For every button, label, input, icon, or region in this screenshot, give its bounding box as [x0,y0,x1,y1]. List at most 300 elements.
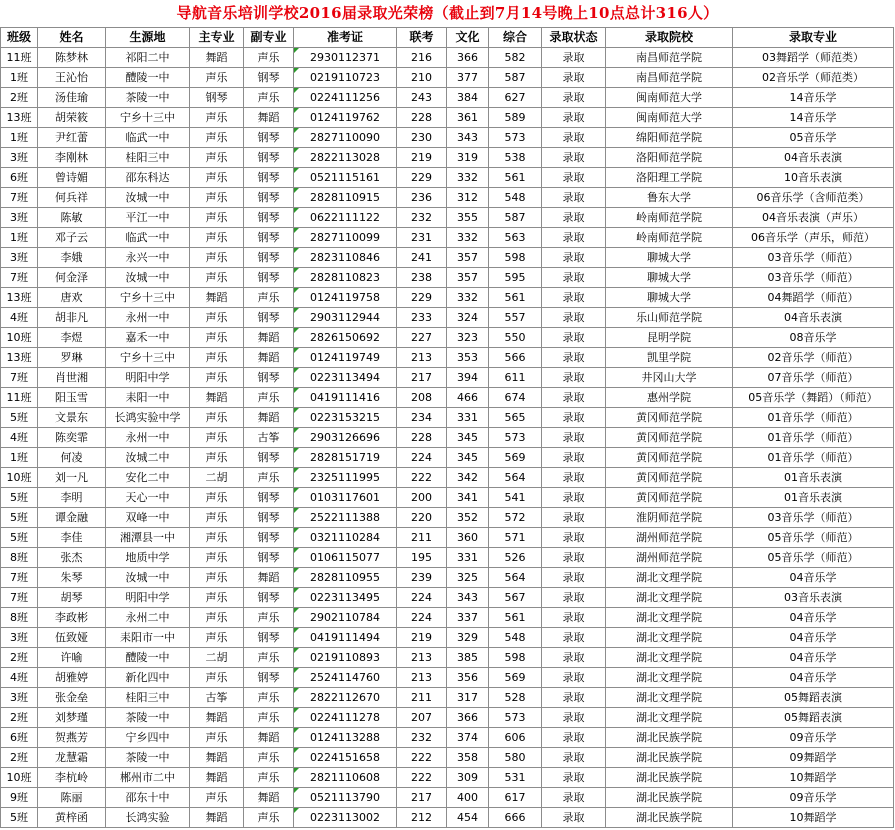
cell-minor: 舞蹈 [244,328,294,348]
cell-status: 录取 [542,508,606,528]
cell-exam-id: 2823110846 [294,248,397,268]
cell-exam-id: 2522111388 [294,508,397,528]
cell-exam-id: 0419111416 [294,388,397,408]
cell-origin: 耒阳一中 [106,388,190,408]
cell-major: 声乐 [190,548,244,568]
cell-class: 3班 [1,628,38,648]
cell-culture-score: 358 [447,748,489,768]
cell-program: 04音乐表演（声乐） [733,208,894,228]
cell-minor: 钢琴 [244,208,294,228]
cell-minor: 钢琴 [244,148,294,168]
cell-culture-score: 374 [447,728,489,748]
cell-minor: 钢琴 [244,668,294,688]
cell-class: 2班 [1,648,38,668]
cell-exam-id: 2822113028 [294,148,397,168]
cell-exam-id: 2828110823 [294,268,397,288]
cell-origin: 双峰一中 [106,508,190,528]
cell-program: 03音乐表演 [733,588,894,608]
cell-culture-score: 466 [447,388,489,408]
cell-status: 录取 [542,408,606,428]
cell-culture-score: 360 [447,528,489,548]
cell-class: 5班 [1,408,38,428]
cell-total-score: 550 [489,328,542,348]
table-row [1,508,894,528]
cell-exam-id: 2325111995 [294,468,397,488]
table-row [1,308,894,328]
cell-total-score: 627 [489,88,542,108]
cell-culture-score: 366 [447,708,489,728]
cell-status: 录取 [542,688,606,708]
page-title: 导航音乐培训学校2016届录取光荣榜（截止到7月14号晚上10点总计316人） [176,4,719,22]
cell-exam-id: 2902110784 [294,608,397,628]
cell-minor: 声乐 [244,608,294,628]
cell-program: 04音乐表演 [733,148,894,168]
cell-joint-score: 224 [397,448,447,468]
cell-major: 声乐 [190,108,244,128]
cell-school: 湖北文理学院 [606,688,733,708]
cell-origin: 茶陵一中 [106,748,190,768]
cell-total-score: 595 [489,268,542,288]
table-row [1,688,894,708]
cell-origin: 宁乡十三中 [106,288,190,308]
cell-program: 01音乐学（师范） [733,428,894,448]
cell-joint-score: 230 [397,128,447,148]
cell-class: 7班 [1,568,38,588]
cell-minor: 声乐 [244,48,294,68]
cell-school: 湖州师范学院 [606,548,733,568]
cell-joint-score: 233 [397,308,447,328]
cell-major: 舞蹈 [190,708,244,728]
cell-exam-id: 0103117601 [294,488,397,508]
cell-joint-score: 236 [397,188,447,208]
cell-school: 昆明学院 [606,328,733,348]
cell-school: 湖北民族学院 [606,808,733,828]
cell-program: 10舞蹈学 [733,768,894,788]
cell-minor: 钢琴 [244,528,294,548]
cell-origin: 醴陵一中 [106,648,190,668]
cell-major: 声乐 [190,268,244,288]
cell-culture-score: 353 [447,348,489,368]
cell-origin: 宁乡十三中 [106,108,190,128]
cell-total-score: 548 [489,188,542,208]
cell-culture-score: 352 [447,508,489,528]
cell-class: 3班 [1,208,38,228]
cell-major: 舞蹈 [190,748,244,768]
cell-exam-id: 0223113494 [294,368,397,388]
cell-name: 陈奕霏 [38,428,106,448]
cell-exam-id: 0521113790 [294,788,397,808]
cell-class: 7班 [1,268,38,288]
cell-class: 1班 [1,448,38,468]
cell-school: 洛阳理工学院 [606,168,733,188]
cell-origin: 永州二中 [106,608,190,628]
cell-program: 04音乐学 [733,628,894,648]
cell-name: 李佳 [38,528,106,548]
cell-class: 10班 [1,328,38,348]
cell-total-score: 582 [489,48,542,68]
cell-name: 李明 [38,488,106,508]
table-row [1,288,894,308]
column-header-origin: 生源地 [106,28,190,48]
cell-name: 胡琴 [38,588,106,608]
cell-major: 声乐 [190,728,244,748]
table-row [1,568,894,588]
cell-exam-id: 0224151658 [294,748,397,768]
cell-origin: 临武一中 [106,128,190,148]
table-row [1,528,894,548]
cell-status: 录取 [542,588,606,608]
cell-status: 录取 [542,768,606,788]
cell-name: 陈敏 [38,208,106,228]
cell-school: 黄冈师范学院 [606,408,733,428]
cell-class: 5班 [1,808,38,828]
cell-major: 声乐 [190,188,244,208]
cell-class: 4班 [1,308,38,328]
cell-status: 录取 [542,328,606,348]
cell-name: 黄梓函 [38,808,106,828]
cell-origin: 茶陵一中 [106,708,190,728]
cell-total-score: 573 [489,428,542,448]
table-row [1,728,894,748]
cell-class: 5班 [1,508,38,528]
cell-status: 录取 [542,808,606,828]
cell-culture-score: 343 [447,588,489,608]
cell-name: 李娥 [38,248,106,268]
cell-joint-score: 219 [397,148,447,168]
column-header-minor: 副专业 [244,28,294,48]
cell-joint-score: 243 [397,88,447,108]
cell-origin: 汝城二中 [106,448,190,468]
cell-program: 01音乐表演 [733,488,894,508]
cell-origin: 郴州市二中 [106,768,190,788]
cell-origin: 明阳中学 [106,588,190,608]
cell-culture-score: 312 [447,188,489,208]
cell-name: 胡非凡 [38,308,106,328]
table-row [1,488,894,508]
cell-exam-id: 2903126696 [294,428,397,448]
cell-joint-score: 224 [397,588,447,608]
cell-culture-score: 341 [447,488,489,508]
cell-origin: 地质中学 [106,548,190,568]
cell-name: 唐欢 [38,288,106,308]
cell-name: 汤佳瑜 [38,88,106,108]
cell-program: 04音乐学 [733,668,894,688]
cell-school: 惠州学院 [606,388,733,408]
cell-origin: 桂阳三中 [106,148,190,168]
cell-total-score: 674 [489,388,542,408]
cell-minor: 钢琴 [244,368,294,388]
cell-origin: 明阳中学 [106,368,190,388]
cell-origin: 汝城一中 [106,268,190,288]
cell-class: 3班 [1,248,38,268]
cell-class: 13班 [1,288,38,308]
cell-name: 肖世湘 [38,368,106,388]
cell-culture-score: 331 [447,548,489,568]
cell-major: 二胡 [190,648,244,668]
cell-status: 录取 [542,628,606,648]
cell-name: 何金泽 [38,268,106,288]
cell-program: 02音乐学（师范） [733,348,894,368]
table-row [1,448,894,468]
cell-status: 录取 [542,88,606,108]
cell-total-score: 563 [489,228,542,248]
cell-exam-id: 0106115077 [294,548,397,568]
cell-minor: 声乐 [244,748,294,768]
column-header-culture-score: 文化 [447,28,489,48]
cell-total-score: 587 [489,68,542,88]
cell-major: 声乐 [190,208,244,228]
cell-culture-score: 385 [447,648,489,668]
cell-name: 尹红蕾 [38,128,106,148]
cell-school: 湖北文理学院 [606,708,733,728]
cell-joint-score: 208 [397,388,447,408]
cell-major: 声乐 [190,68,244,88]
cell-program: 01音乐学（师范） [733,448,894,468]
cell-culture-score: 325 [447,568,489,588]
cell-culture-score: 394 [447,368,489,388]
cell-culture-score: 384 [447,88,489,108]
cell-major: 舞蹈 [190,808,244,828]
cell-status: 录取 [542,128,606,148]
column-header-name: 姓名 [38,28,106,48]
cell-exam-id: 2930112371 [294,48,397,68]
cell-class: 5班 [1,528,38,548]
cell-school: 聊城大学 [606,268,733,288]
cell-class: 11班 [1,48,38,68]
cell-school: 湖州师范学院 [606,528,733,548]
cell-joint-score: 213 [397,668,447,688]
cell-origin: 邵东十中 [106,788,190,808]
table-row [1,108,894,128]
cell-status: 录取 [542,708,606,728]
table-row [1,668,894,688]
cell-joint-score: 213 [397,648,447,668]
cell-minor: 舞蹈 [244,788,294,808]
cell-program: 09音乐学 [733,728,894,748]
cell-class: 10班 [1,768,38,788]
cell-minor: 舞蹈 [244,728,294,748]
cell-joint-score: 213 [397,348,447,368]
cell-class: 3班 [1,688,38,708]
cell-name: 李政彬 [38,608,106,628]
cell-exam-id: 2828110955 [294,568,397,588]
cell-culture-score: 357 [447,268,489,288]
cell-exam-id: 0224111278 [294,708,397,728]
cell-major: 舞蹈 [190,48,244,68]
table-row [1,208,894,228]
cell-origin: 天心一中 [106,488,190,508]
table-row [1,68,894,88]
cell-major: 声乐 [190,788,244,808]
cell-class: 3班 [1,148,38,168]
cell-joint-score: 211 [397,528,447,548]
cell-major: 古筝 [190,688,244,708]
cell-origin: 宁乡十三中 [106,348,190,368]
cell-program: 01音乐学（师范） [733,408,894,428]
cell-total-score: 566 [489,348,542,368]
cell-joint-score: 222 [397,468,447,488]
cell-program: 03音乐学（师范） [733,508,894,528]
cell-culture-score: 309 [447,768,489,788]
cell-status: 录取 [542,548,606,568]
cell-class: 2班 [1,748,38,768]
cell-program: 10音乐表演 [733,168,894,188]
cell-school: 湖北文理学院 [606,608,733,628]
cell-major: 钢琴 [190,88,244,108]
cell-name: 李煜 [38,328,106,348]
cell-total-score: 541 [489,488,542,508]
cell-name: 曾诗媚 [38,168,106,188]
cell-status: 录取 [542,268,606,288]
table-row [1,768,894,788]
cell-program: 05音乐学（师范） [733,548,894,568]
cell-joint-score: 222 [397,768,447,788]
cell-joint-score: 222 [397,748,447,768]
cell-exam-id: 0124119758 [294,288,397,308]
cell-major: 声乐 [190,528,244,548]
cell-origin: 长鸿实验中学 [106,408,190,428]
table-row [1,648,894,668]
cell-minor: 声乐 [244,808,294,828]
table-body [1,48,894,828]
cell-status: 录取 [542,48,606,68]
cell-major: 声乐 [190,408,244,428]
cell-origin: 嘉禾一中 [106,328,190,348]
cell-name: 龙慧霜 [38,748,106,768]
cell-program: 01音乐表演 [733,468,894,488]
cell-joint-score: 210 [397,68,447,88]
cell-program: 09音乐学 [733,788,894,808]
cell-status: 录取 [542,388,606,408]
cell-joint-score: 216 [397,48,447,68]
cell-status: 录取 [542,228,606,248]
cell-school: 闽南师范大学 [606,88,733,108]
cell-minor: 钢琴 [244,628,294,648]
cell-name: 李杭岭 [38,768,106,788]
cell-name: 贺燕芳 [38,728,106,748]
cell-class: 7班 [1,188,38,208]
cell-culture-score: 357 [447,248,489,268]
cell-minor: 声乐 [244,288,294,308]
cell-joint-score: 238 [397,268,447,288]
cell-origin: 汝城一中 [106,188,190,208]
cell-status: 录取 [542,248,606,268]
cell-total-score: 572 [489,508,542,528]
cell-exam-id: 2903112944 [294,308,397,328]
cell-major: 声乐 [190,608,244,628]
cell-joint-score: 232 [397,208,447,228]
cell-culture-score: 332 [447,168,489,188]
cell-program: 04音乐学 [733,648,894,668]
cell-total-score: 564 [489,468,542,488]
cell-joint-score: 229 [397,168,447,188]
cell-joint-score: 219 [397,628,447,648]
cell-school: 绵阳师范学院 [606,128,733,148]
cell-exam-id: 2822112670 [294,688,397,708]
cell-exam-id: 0223113495 [294,588,397,608]
cell-origin: 湘潭县一中 [106,528,190,548]
table-row [1,88,894,108]
cell-minor: 钢琴 [244,68,294,88]
cell-minor: 舞蹈 [244,348,294,368]
cell-exam-id: 0321110284 [294,528,397,548]
table-row [1,328,894,348]
cell-minor: 声乐 [244,768,294,788]
cell-name: 张金垒 [38,688,106,708]
cell-minor: 舞蹈 [244,568,294,588]
cell-origin: 邵东科达 [106,168,190,188]
cell-joint-score: 224 [397,608,447,628]
cell-total-score: 606 [489,728,542,748]
cell-name: 许喻 [38,648,106,668]
cell-origin: 平江一中 [106,208,190,228]
table-row [1,228,894,248]
cell-culture-score: 343 [447,128,489,148]
cell-program: 04音乐表演 [733,308,894,328]
cell-status: 录取 [542,568,606,588]
cell-major: 声乐 [190,368,244,388]
cell-culture-score: 355 [447,208,489,228]
table-row [1,548,894,568]
cell-status: 录取 [542,428,606,448]
cell-minor: 钢琴 [244,588,294,608]
cell-exam-id: 2827110090 [294,128,397,148]
cell-minor: 钢琴 [244,448,294,468]
cell-total-score: 587 [489,208,542,228]
cell-program: 05音乐学 [733,128,894,148]
cell-origin: 临武一中 [106,228,190,248]
cell-name: 文景东 [38,408,106,428]
cell-program: 09舞蹈学 [733,748,894,768]
cell-class: 5班 [1,488,38,508]
cell-origin: 耒阳市一中 [106,628,190,648]
table-row [1,248,894,268]
cell-status: 录取 [542,188,606,208]
cell-status: 录取 [542,468,606,488]
cell-class: 4班 [1,668,38,688]
cell-total-score: 561 [489,608,542,628]
cell-class: 1班 [1,228,38,248]
table-row [1,388,894,408]
cell-joint-score: 200 [397,488,447,508]
cell-status: 录取 [542,748,606,768]
cell-exam-id: 0224111256 [294,88,397,108]
cell-minor: 舞蹈 [244,408,294,428]
cell-total-score: 569 [489,448,542,468]
cell-school: 黄冈师范学院 [606,448,733,468]
cell-culture-score: 366 [447,48,489,68]
cell-school: 南昌师范学院 [606,68,733,88]
cell-school: 湖北文理学院 [606,628,733,648]
cell-total-score: 580 [489,748,542,768]
cell-name: 胡荣筱 [38,108,106,128]
table-row [1,148,894,168]
cell-status: 录取 [542,68,606,88]
cell-major: 声乐 [190,128,244,148]
cell-total-score: 571 [489,528,542,548]
cell-origin: 长鸿实验 [106,808,190,828]
cell-total-score: 538 [489,148,542,168]
admission-table [0,27,894,828]
cell-status: 录取 [542,788,606,808]
cell-program: 03音乐学（师范） [733,248,894,268]
cell-major: 声乐 [190,668,244,688]
cell-name: 谭金融 [38,508,106,528]
cell-name: 朱琴 [38,568,106,588]
cell-joint-score: 227 [397,328,447,348]
cell-joint-score: 228 [397,108,447,128]
cell-origin: 祁阳二中 [106,48,190,68]
